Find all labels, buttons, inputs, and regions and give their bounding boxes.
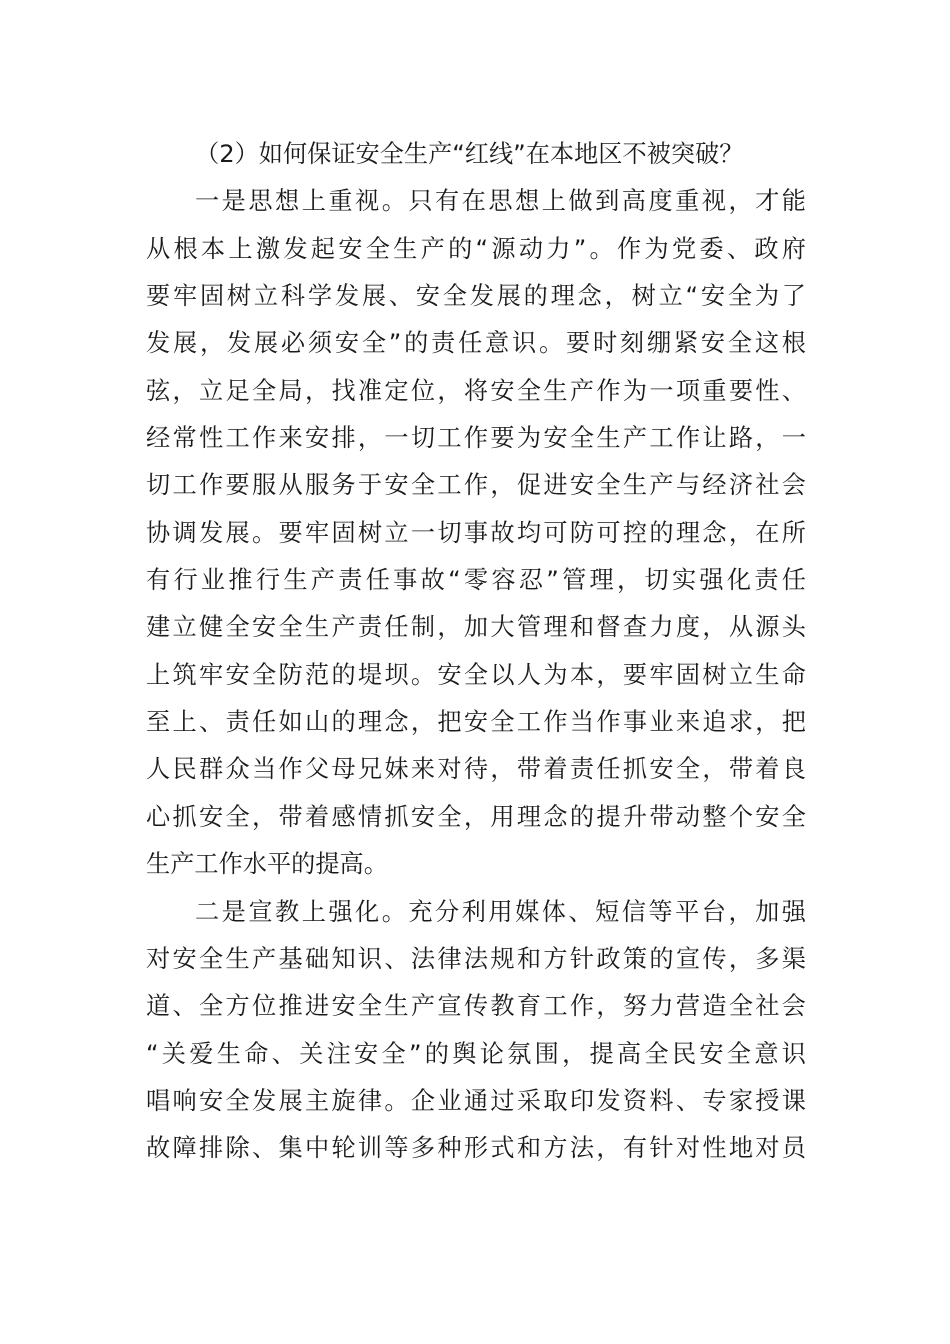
paragraph-line: 建立健全安全生产责任制，加大管理和督查力度，从源头 xyxy=(146,613,806,641)
paragraph-line: 至上、责任如山的理念，把安全工作当作事业来追求，把 xyxy=(146,708,806,736)
paragraph-line: 协调发展。要牢固树立一切事故均可防可控的理念，在所 xyxy=(146,519,806,547)
paragraph-line: 弦，立足全局，找准定位，将安全生产作为一项重要性、 xyxy=(146,377,806,405)
paragraph-line: 人民群众当作父母兄妹来对待，带着责任抓安全，带着良 xyxy=(146,755,806,783)
paragraph-line: 唱响安全发展主旋律。企业通过采取印发资料、专家授课 xyxy=(146,1087,806,1115)
paragraph-line: 道、全方位推进安全生产宣传教育工作，努力营造全社会 xyxy=(146,992,806,1020)
paragraph-line: 一是思想上重视。只有在思想上做到高度重视，才能 xyxy=(195,187,806,215)
paragraph-line: 从根本上激发起安全生产的“源动力”。作为党委、政府 xyxy=(146,235,806,263)
paragraph-line: 经常性工作来安排，一切工作要为安全生产工作让路，一 xyxy=(146,424,806,452)
paragraph-line: 有行业推行生产责任事故“零容忍”管理，切实强化责任 xyxy=(146,566,806,594)
paragraph-line: 二是宣教上强化。充分利用媒体、短信等平台，加强 xyxy=(195,898,806,926)
paragraph-line: 心抓安全，带着感情抓安全，用理念的提升带动整个安全 xyxy=(146,803,806,831)
section-heading: （2）如何保证安全生产“红线”在本地区不被突破？ xyxy=(195,140,744,168)
paragraph-line: 切工作要服从服务于安全工作，促进安全生产与经济社会 xyxy=(146,471,806,499)
paragraph-line: 故障排除、集中轮训等多种形式和方法，有针对性地对员 xyxy=(146,1134,806,1162)
paragraph-line: 生产工作水平的提高。 xyxy=(146,850,388,878)
paragraph-line: 要牢固树立科学发展、安全发展的理念，树立“安全为了 xyxy=(146,282,806,310)
paragraph-line: 上筑牢安全防范的堤坝。安全以人为本，要牢固树立生命 xyxy=(146,661,806,689)
paragraph-line: “关爱生命、关注安全”的舆论氛围，提高全民安全意识 xyxy=(146,1040,806,1068)
paragraph-line: 对安全生产基础知识、法律法规和方针政策的宣传，多渠 xyxy=(146,945,806,973)
paragraph-line: 发展，发展必须安全”的责任意识。要时刻绷紧安全这根 xyxy=(146,329,806,357)
